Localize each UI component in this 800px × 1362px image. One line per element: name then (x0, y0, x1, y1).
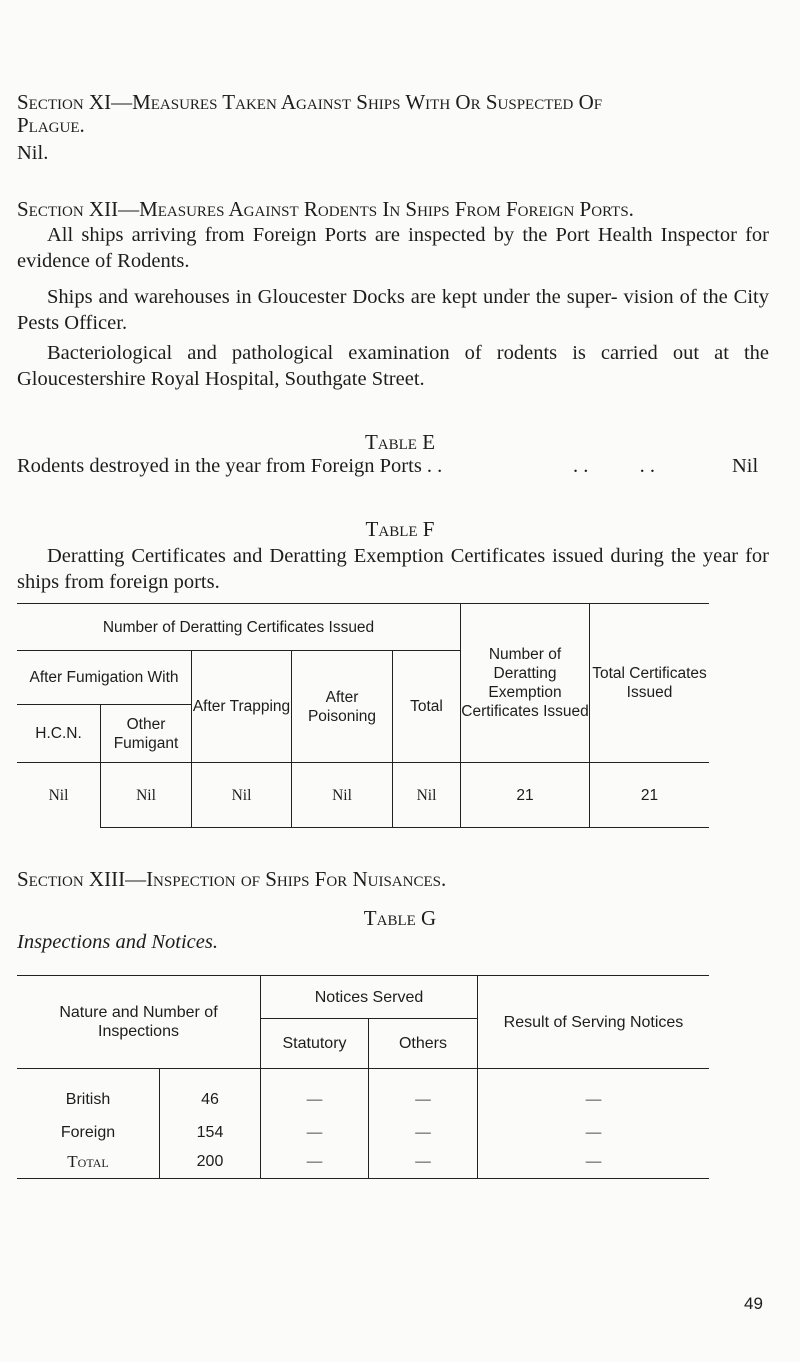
table-e-value: Nil (732, 455, 759, 477)
table-f-cell-trapping: Nil (231, 786, 252, 804)
table-f-header-rule (17, 762, 709, 763)
table-f-cell-poisoning: Nil (332, 786, 352, 804)
table-g-row-label: British (65, 1090, 111, 1108)
table-f-rule-fumigation (17, 704, 192, 705)
table-g-row-number: 46 (201, 1090, 219, 1108)
table-g-row-statutory: — (306, 1123, 323, 1141)
table-g-header-notices: Notices Served (314, 988, 424, 1006)
table-f-top-rule (17, 603, 709, 604)
section-xi-title-line2: Plague. (17, 113, 85, 137)
table-f-bottom-rule (100, 827, 709, 828)
table-g-title: Table G (363, 906, 437, 930)
table-g-row-number: 200 (196, 1152, 224, 1170)
section-xi-body: Nil. (17, 142, 49, 164)
table-f-header-total: Total (410, 698, 443, 715)
table-g-header-result: Result of Serving Notices (503, 1013, 684, 1031)
table-f-header-other: Other Fumigant (113, 715, 179, 752)
table-g-row-statutory: — (306, 1090, 323, 1108)
table-f-header-fumigation: After Fumigation With (29, 669, 179, 686)
table-g-notices-rule (260, 1018, 478, 1019)
table-f-header-poisoning: After Poisoning (307, 688, 377, 725)
table-f-cell-total-certificates: 21 (640, 786, 659, 804)
table-f-cell-other: Nil (136, 786, 156, 804)
section-xii-para3: Bacteriological and pathological examination of rodents is carried out at the Gloucestershire Royal Hospital, Southgate Street. (17, 342, 769, 390)
table-g-header-rule (17, 1068, 709, 1069)
table-f-header-group: Number of Deratting Certificates Issued (102, 618, 375, 636)
table-g-top-rule (17, 975, 709, 976)
table-f-rule-group (17, 650, 460, 651)
table-g-row-result: — (585, 1090, 602, 1108)
section-xii-para2: Ships and warehouses in Gloucester Docks are kept under the super- vision of the City Pests Officer. (17, 286, 769, 334)
table-g-row-number: 154 (196, 1123, 224, 1141)
table-f-caption: Deratting Certificates and Deratting Exemption Certificates issued during the year for ships from foreign ports. (17, 545, 769, 593)
table-g-subtitle: Inspections and Notices. (17, 931, 218, 953)
table-f-title: Table F (365, 517, 435, 541)
table-g-row-statutory: — (306, 1152, 323, 1170)
table-g-row-result: — (585, 1123, 602, 1141)
table-g-row-result: — (585, 1152, 602, 1170)
table-f-header-trapping: After Trapping (192, 698, 291, 715)
section-xi-title-line1: Section XI—Measures Taken Against Ships With Or Suspected Of (17, 90, 603, 114)
table-g-header-statutory: Statutory (282, 1035, 347, 1052)
table-g-row-others: — (415, 1123, 431, 1141)
table-g-row-label: Foreign (60, 1123, 116, 1141)
table-f-header-exemption: Number of Deratting Exemption Certificates Issued (461, 646, 589, 720)
table-g-header-nature: Nature and Number of Inspections (59, 1004, 218, 1040)
section-xii-title: Section XII—Measures Against Rodents In Ships From Foreign Ports. (17, 197, 634, 221)
table-g-row-others: — (415, 1090, 431, 1108)
table-e-title: Table E (364, 430, 436, 454)
table-g-row-label: Total (67, 1151, 109, 1171)
section-xiii-title: Section XIII—Inspection of Ships For Nuisances. (17, 867, 447, 891)
table-g-header-others: Others (398, 1035, 447, 1052)
table-f-cell-exemption: 21 (516, 786, 534, 804)
table-g-row-others: — (415, 1152, 431, 1170)
table-f-cell-hcn: Nil (48, 786, 69, 804)
section-xii-para1: All ships arriving from Foreign Ports are inspected by the Port Health Inspector for evidence of Rodents. (17, 224, 769, 272)
table-f-header-total-certificates: Total Certificates Issued (592, 665, 707, 701)
page-number: 49 (744, 1294, 763, 1313)
table-g-bottom-rule (17, 1178, 709, 1179)
table-f-cell-total: Nil (416, 786, 437, 804)
table-f-header-hcn: H.C.N. (35, 725, 82, 742)
table-e-label: Rodents destroyed in the year from Foreign Ports . . (17, 455, 443, 477)
table-e-leader-dots: . . . . (573, 455, 655, 477)
